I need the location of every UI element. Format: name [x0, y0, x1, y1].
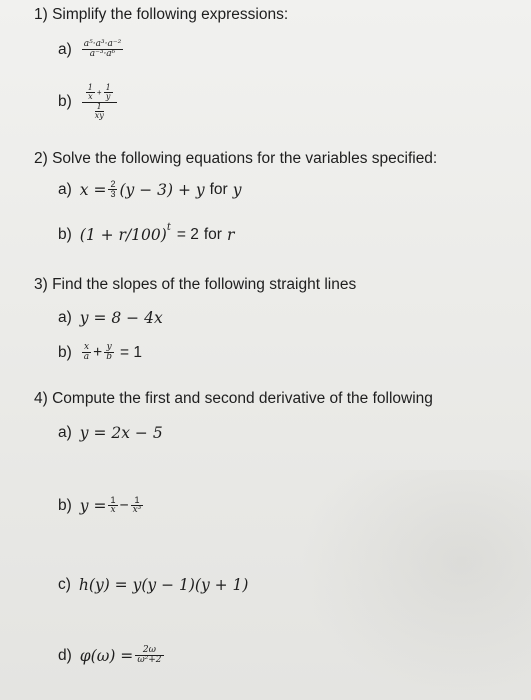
question-4a: a) y = 2x − 5 — [58, 424, 163, 442]
question-1-title: 1) Simplify the following expressions: — [34, 6, 289, 23]
question-3b-label: b) — [58, 343, 72, 361]
question-3a-label: a) — [58, 309, 72, 326]
question-2-title: 2) Solve the following equations for the variables specified: — [34, 150, 438, 167]
question-2b: b) (1 + r/100) $^t$ = 2 for r — [58, 221, 235, 244]
question-4b-label: b) — [58, 496, 72, 514]
question-4b: b) y = $\frac{1}{x}$ − $\frac{1}{\text{x³}}$ — [58, 495, 142, 516]
question-2b-label: b) — [58, 226, 72, 243]
paper-shading — [300, 470, 531, 700]
question-1a-denominator: a⁻³·a⁶ — [89, 49, 116, 60]
question-2a-label: a) — [58, 180, 72, 198]
question-1b-compound-fraction: $\frac{1}{x}$ + $\frac{1}{y}$ 1 xy — [82, 84, 117, 121]
question-4d-label: d) — [58, 646, 72, 664]
question-2a: a) x = $\frac{2}{3}$ (y − 3) + y for y — [58, 179, 242, 200]
question-1a-numerator: a⁵·a³·a⁻² — [83, 39, 122, 49]
question-1a-label: a) — [58, 40, 72, 58]
question-4d: d) φ(ω) = $\frac{2\omega}{\text{ω²+2}}$ — [58, 645, 162, 666]
question-3b: b) $\frac{x}{a}$ + $\frac{y}{b}$ = 1 — [58, 342, 142, 363]
question-1b-label: b) — [58, 93, 72, 111]
question-3a: a) y = 8 − 4x — [58, 309, 163, 327]
question-4c-label: c) — [58, 576, 71, 593]
question-3-title: 3) Find the slopes of the following straight lines — [34, 276, 357, 293]
question-1a-fraction — [82, 40, 123, 60]
question-1a — [58, 40, 125, 60]
question-1b — [58, 84, 119, 121]
question-4-title: 4) Compute the first and second derivative of the following — [34, 390, 433, 407]
question-4c: c) h(y) = y(y − 1)(y + 1) — [58, 576, 249, 594]
question-4a-label: a) — [58, 424, 72, 441]
